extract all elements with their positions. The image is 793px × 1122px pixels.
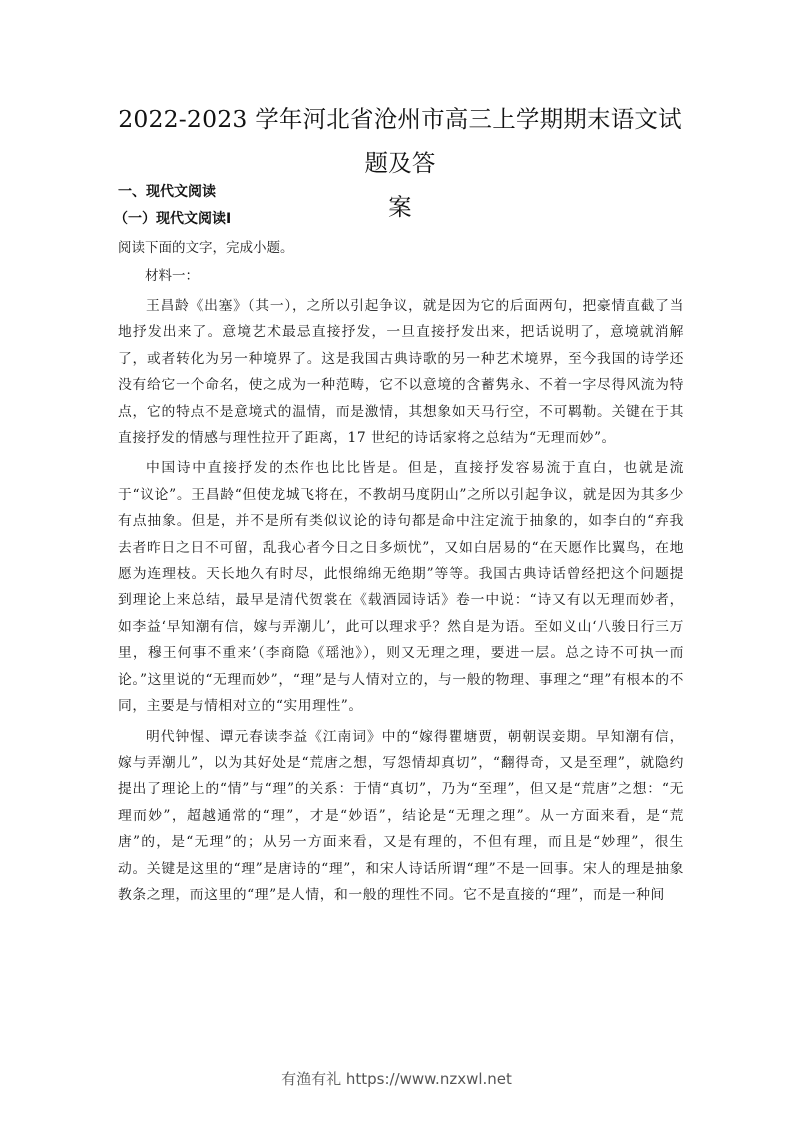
instruction-text: 阅读下面的文字，完成小题。 — [118, 240, 294, 256]
paragraph: 中国诗中直接抒发的杰作也比比皆是。但是，直接抒发容易流于直白，也就是流于“议论”。王昌龄“但使龙城飞将在，不教胡马度阴山”之所以引起争议，就是因为其多少有点抽象。但是，并不是所有类似议论的诗句都是命中注定流于抽象的，如李白的“弃我去者昨日之日不可留，乱我心者今日之日多烦忧”，又如白居易的“在天愿作比翼鸟，在地愿为连理枝。天长地久有时尽，此恨绵绵无绝期”等等。我国古典诗话曾经把这个问题提到理论上来总结，最早是清代贺裳在《载酒园诗话》卷一中说：“诗又有以无理而妙者，如李益‘早知潮有信，嫁与弄潮儿’，此可以理求乎？然自是为语。至如义山‘八骏日行三万里，穆王何事不重来’（李商隐《瑶池》），则又无理之理，要进一层。总之诗不可执一而论。”这里说的“无理而妙”，“理”是与人情对立的，与一般的物理、事理之“理”有根本的不同，主要是与情相对立的“实用理性”。 — [118, 460, 684, 715]
material-label: 材料一： — [145, 268, 199, 284]
paragraph: 明代钟惺、谭元春读李益《江南词》中的“嫁得瞿塘贾，朝朝误妾期。早知潮有信，嫁与弄潮儿”，以为其好处是“荒唐之想，写怨情却真切”，“翻得奇，又是至理”，就隐约提出了理论上的“情”与“理”的关系：于情“真切”，乃为“至理”，但又是“荒唐”之想：“无理而妙”，超越通常的“理”，才是“妙语”，结论是“无理之理”。从一方面来看，是“荒唐”的，是“无理”的；从另一方面来看，又是有理的，不但有理，而且是“妙理”，很生动。关键是这里的“理”是唐诗的“理”，和宋人诗话所谓“理”不是一回事。宋人的理是抽象教条之理，而这里的“理”是人情，和一般的理性不同。它不是直接的“理”，而是一种间 — [118, 728, 684, 903]
paragraph: 王昌龄《出塞》（其一），之所以引起争议，就是因为它的后面两句，把豪情直截了当地抒发出来了。意境艺术最忌直接抒发，一旦直接抒发出来，把话说明了，意境就消解了，或者转化为另一种境界了。这是我国古典诗歌的另一种艺术境界，至今我国的诗学还没有给它一个命名，使之成为一种范畴，它不以意境的含蓄隽永、不着一字尽得风流为特点，它的特点不是意境式的温情，而是激情，其想象如天马行空，不可羁勒。关键在于其直接抒发的情感与理性拉开了距离，17 世纪的诗话家将之总结为“无理而妙”。 — [118, 298, 684, 447]
title-line-2: 案 — [388, 193, 412, 221]
document-body — [114, 180, 684, 912]
subsection-heading: （一）现代文阅读Ⅰ — [114, 211, 232, 227]
section-heading: 一、现代文阅读 — [118, 184, 216, 200]
title-line-1: 2022-2023 学年河北省沧州市高三上学期期末语文试题及答 — [118, 105, 682, 177]
footer-watermark: 有渔有礼 https://www.nzxwl.net — [281, 1070, 512, 1088]
